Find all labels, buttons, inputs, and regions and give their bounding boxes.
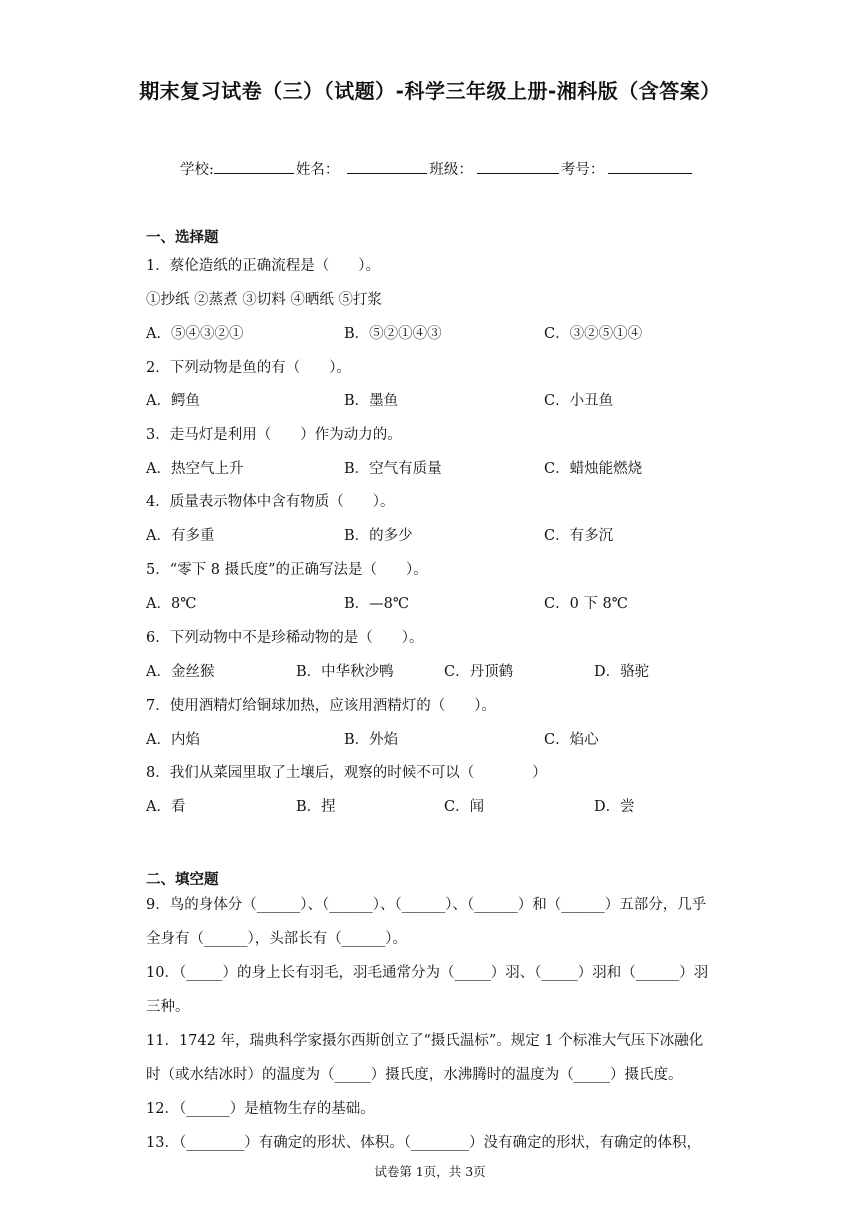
question-4-option-b[interactable]: B．的多少 [344, 528, 413, 544]
question-6-option-b[interactable]: B．中华秋沙鸭 [296, 664, 394, 680]
question-3-stem: 3．走马灯是利用（ ）作为动力的。 [146, 427, 402, 443]
question-5-option-a[interactable]: A．8℃ [146, 596, 197, 612]
question-1-stem: 1．蔡伦造纸的正确流程是（ ）。 [146, 258, 380, 274]
student-info-row [180, 158, 694, 179]
question-4-stem: 4．质量表示物体中含有物质（ ）。 [146, 494, 395, 510]
page-footer: 试卷第 1页，共 3页 [374, 1164, 486, 1179]
page-title: 期末复习试卷（三）（试题）-科学三年级上册-湘科版（含答案） [139, 79, 721, 103]
question-1-option-a[interactable]: A．⑤④③②① [146, 326, 244, 342]
question-7-stem: 7．使用酒精灯给铜球加热，应该用酒精灯的（ ）。 [146, 698, 496, 714]
question-12: 12．（______）是植物生存的基础。 [146, 1101, 375, 1117]
question-9: 9．鸟的身体分（______）、（______）、（______）、（______）和（______）五部分，几乎全身有（______），头部长有（______）。 [146, 897, 707, 947]
question-5-stem: 5．“零下 8 摄氏度”的正确写法是（ ）。 [146, 562, 428, 578]
section-heading-fill: 二、填空题 [146, 872, 219, 888]
name-label: 姓名： [295, 162, 340, 178]
school-label: 学校: [180, 162, 214, 178]
question-4-option-a[interactable]: A．有多重 [146, 528, 215, 544]
question-3-option-a[interactable]: A．热空气上升 [146, 461, 244, 477]
question-6-option-d[interactable]: D．骆驼 [594, 664, 650, 680]
question-13: 13．（________）有确定的形状、体积。（________）没有确定的形状，有确定的体积， [146, 1135, 701, 1151]
school-field[interactable] [214, 159, 294, 174]
question-1-option-b[interactable]: B．⑤②①④③ [344, 326, 442, 342]
class-label: 班级： [429, 162, 473, 178]
question-6-option-c[interactable]: C．丹顶鹤 [444, 664, 514, 680]
question-5-option-c[interactable]: C．0 下 8℃ [544, 596, 628, 612]
exam-no-field[interactable] [608, 159, 692, 174]
section-heading-choice: 一、选择题 [146, 230, 219, 246]
question-2-stem: 2．下列动物是鱼的有（ ）。 [146, 360, 351, 376]
question-11: 11．1742 年，瑞典科学家摄尔西斯创立了“摄氏温标”。规定 1 个标准大气压下冰融化时（或水结冰时）的温度为（_____）摄氏度，水沸腾时的温度为（_____）摄氏度。 [146, 1033, 704, 1083]
question-7-option-c[interactable]: C．焰心 [544, 732, 599, 748]
question-8-option-c[interactable]: C．闻 [444, 799, 485, 815]
question-4-option-c[interactable]: C．有多沉 [544, 528, 614, 544]
class-field[interactable] [477, 159, 559, 174]
question-2-option-a[interactable]: A．鳄鱼 [146, 393, 200, 409]
name-field[interactable] [347, 159, 427, 174]
exam-no-label: 考号： [560, 162, 605, 178]
question-8-option-a[interactable]: A．看 [146, 799, 186, 815]
question-1-option-c[interactable]: C．③②⑤①④ [544, 326, 643, 342]
question-6-option-a[interactable]: A．金丝猴 [146, 664, 215, 680]
question-2-option-c[interactable]: C．小丑鱼 [544, 393, 614, 409]
question-8-option-b[interactable]: B．捏 [296, 799, 336, 815]
question-7-option-b[interactable]: B．外焰 [344, 732, 399, 748]
question-3-option-b[interactable]: B．空气有质量 [344, 461, 442, 477]
question-7-option-a[interactable]: A．内焰 [146, 732, 200, 748]
question-6-stem: 6．下列动物中不是珍稀动物的是（ ）。 [146, 630, 424, 646]
question-10: 10．（_____）的身上长有羽毛，羽毛通常分为（_____）羽、（_____）羽和（______）羽三种。 [146, 965, 709, 1015]
question-2-option-b[interactable]: B．墨鱼 [344, 393, 399, 409]
question-1-steps: ①抄纸 ②蒸煮 ③切料 ④晒纸 ⑤打浆 [146, 292, 382, 308]
question-8-option-d[interactable]: D．尝 [594, 799, 635, 815]
question-3-option-c[interactable]: C．蜡烛能燃烧 [544, 461, 643, 477]
question-8-stem: 8．我们从菜园里取了土壤后，观察的时候不可以（ ） [146, 765, 547, 781]
question-5-option-b[interactable]: B．—8℃ [344, 596, 410, 612]
